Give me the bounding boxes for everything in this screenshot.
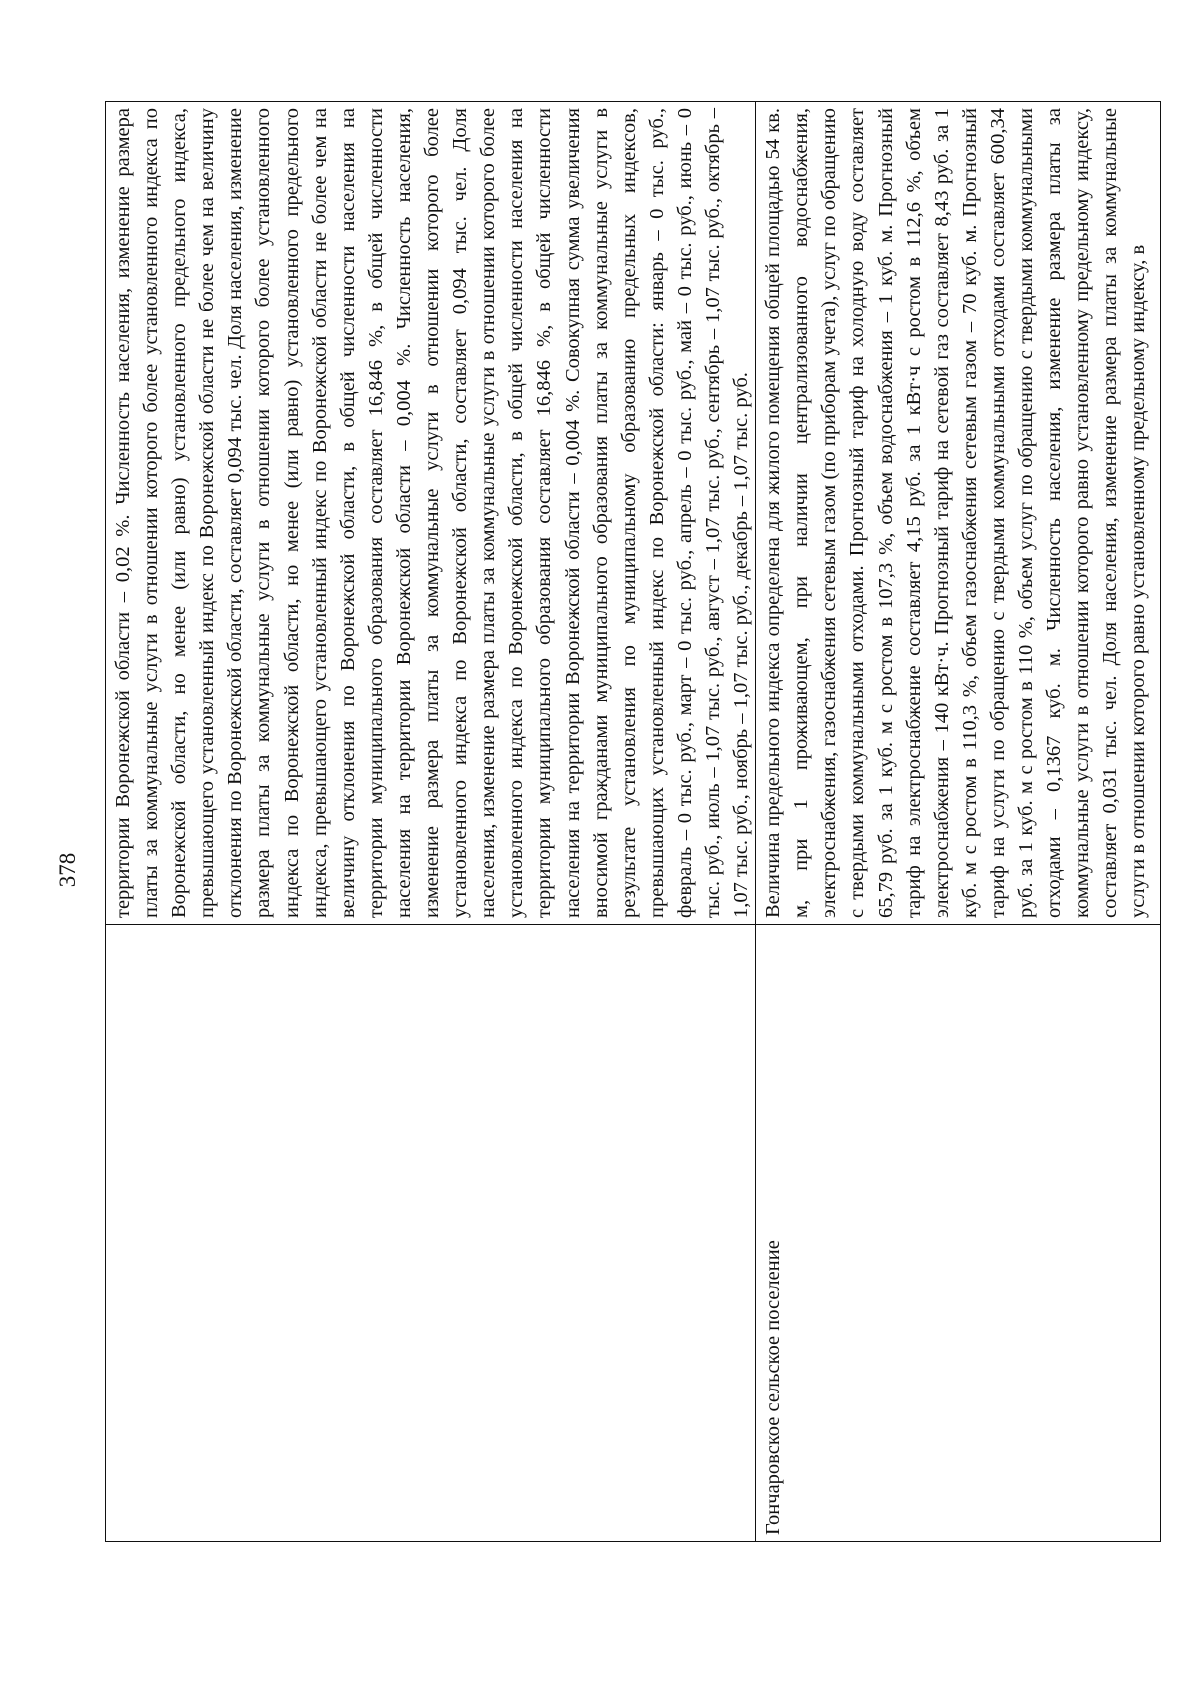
- page-number: 378: [55, 852, 80, 888]
- tariff-index-table: [105, 101, 1161, 1542]
- settlement-name-cell: [106, 925, 756, 1542]
- description-text: Величина предельного индекса определена для жилого помещения общей площадью 54 кв. м, при 1 проживающем, при наличии централизованного водоснабжения, электроснабжения, газоснабжения сетевым газом (по приборам учета), услуг по обращению с твердыми коммунальными отходами. Прогнозный тариф на холодную воду составляет 65,79 руб. за 1 куб. м с ростом в 107,3 %, объем водоснабжения – 1 куб. м. Прогнозный тариф на электроснабжение составляет 4,15 руб. за 1 кВт·ч с ростом в 112,6 %, объем электроснабжения – 140 кВт·ч. Прогнозный тариф на сетевой газ составляет 8,43 руб. за 1 куб. м с ростом в 110,3 %, объем газоснабжения сетевым газом – 70 куб. м. Прогнозный тариф на услуги по обращению с твердыми коммунальными отходами составляет 600,34 руб. за 1 куб. м с ростом в 110 %, объем услуг по обращению с твердыми коммунальными отходами – 0,1367 куб. м. Численность населения, изменение размера платы за коммунальные услуги в отношении которого равно установленному предельному индексу, составляет 0,031 тыс. чел. Доля населения, изменение размера платы за коммунальные услуги в отношении которого равно установленному предельному индексу, в: [762, 108, 1150, 918]
- table-row: [106, 102, 756, 1542]
- table-row: [756, 102, 1161, 1542]
- settlement-name: Гончаровское сельское поселение: [762, 1240, 785, 1535]
- settlement-name-cell: [756, 925, 1161, 1542]
- description-cell: [106, 102, 756, 925]
- rotated-page-content: [105, 102, 1150, 1542]
- description-cell: [756, 102, 1161, 925]
- description-text: территории Воронежской области – 0,02 %. Численность населения, изменение размера платы за коммунальные услуги в отношении которого более установленного индекса по Воронежской области, но менее (или равно) установленного предельного индекса, превышающего установленный индекс по Воронежской области не более чем на величину отклонения по Воронежской области, составляет 0,094 тыс. чел. Доля населения, изменение размера платы за коммунальные услуги в отношении которого более установленного индекса по Воронежской области, но менее (или равно) установленного предельного индекса, превышающего установленный индекс по Воронежской области не более чем на величину отклонения по Воронежской области, в общей численности населения на территории муниципального образования составляет 16,846 %, в общей численности населения на территории Воронежской области – 0,004 %. Численность населения, изменение размера платы за коммунальные услуги в отношении которого более установленного индекса по Воронежской области, составляет 0,094 тыс. чел. Доля населения, изменение размера платы за коммунальные услуги в отношении которого более установленного индекса по Воронежской области, в общей численности населения на территории муниципального образования составляет 16,846 %, в общей численности населения на территории Воронежской области – 0,004 %. Совокупная сумма увеличения вносимой гражданами муниципального образования платы за коммунальные услуги в результате установления по муниципальному образованию предельных индексов, превышающих установленный индекс по Воронежской области: январь – 0 тыс. руб., февраль – 0 тыс. руб., март – 0 тыс. руб., апрель – 0 тыс. руб., май – 0 тыс. руб., июнь – 0 тыс. руб., июль – 1,07 тыс. руб., август – 1,07 тыс. руб., сентябрь – 1,07 тыс. руб., октябрь – 1,07 тыс. руб., ноябрь – 1,07 тыс. руб., декабрь – 1,07 тыс. руб.: [112, 108, 753, 918]
